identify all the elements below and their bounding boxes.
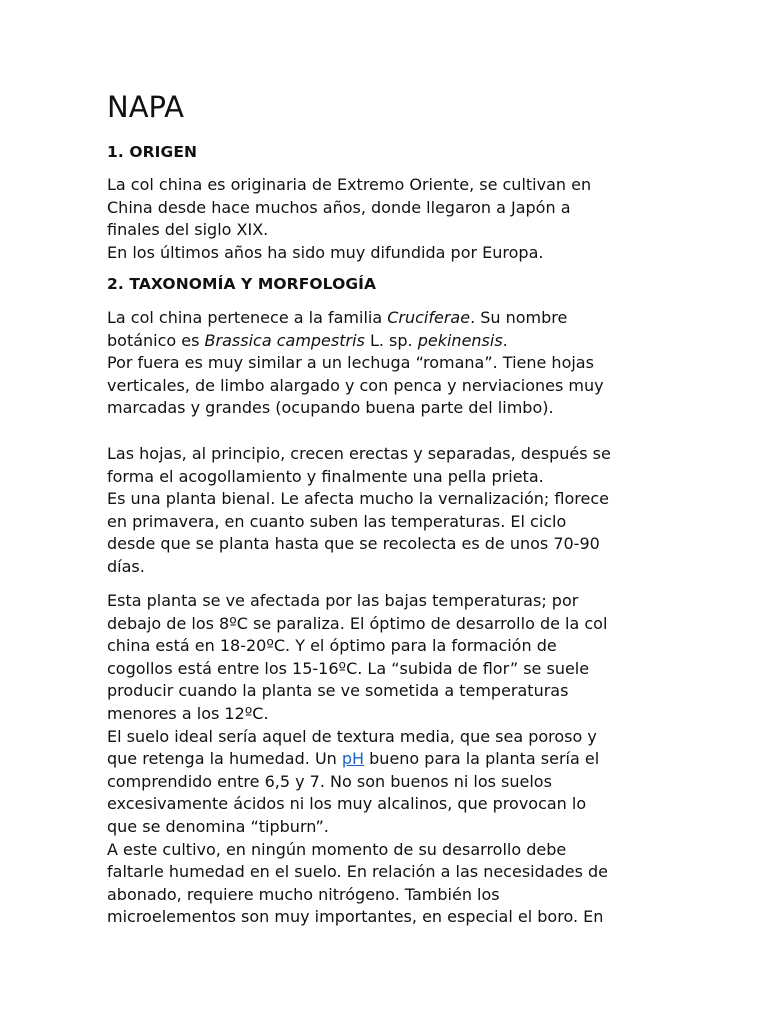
document-title: NAPA — [107, 90, 185, 124]
text-run: La col china pertenece a la familia — [107, 308, 388, 327]
variety-name: pekinensis — [417, 330, 503, 350]
text-line: Las hojas, al principio, crecen erectas y separadas, después se — [107, 444, 611, 463]
taxonomia-paragraph-1 — [107, 307, 604, 420]
text-run: . Su nombre — [470, 308, 568, 327]
origen-paragraph — [107, 174, 591, 264]
text-line: Es una planta bienal. Le afecta mucho la vernalización; florece — [107, 489, 609, 509]
species-name: Brassica campestris — [204, 330, 365, 350]
family-name: Cruciferae — [387, 308, 471, 327]
text-line: en primavera, en cuanto suben las temperaturas. El ciclo — [107, 511, 567, 531]
text-line: verticales, de limbo alargado y con penca y nerviaciones muy — [107, 375, 604, 395]
taxonomia-paragraph-2 — [107, 443, 611, 579]
text-run: botánico es — [107, 330, 205, 350]
text-line: marcadas y grandes (ocupando buena parte del limbo). — [107, 398, 554, 418]
text-line: forma el acogollamiento y finalmente una pella prieta. — [107, 466, 544, 486]
text-line: excesivamente ácidos ni los muy alcalinos, que provocan lo — [107, 794, 587, 814]
text-line — [107, 748, 608, 771]
text-line: faltarle humedad en el suelo. En relación a las necesidades de — [107, 862, 608, 882]
text-line: que se denomina “tipburn”. — [107, 816, 329, 836]
text-run: . — [502, 330, 508, 350]
text-line: microelementos son muy importantes, en especial el boro. En — [107, 907, 604, 927]
text-line: abonado, requiere mucho nitrógeno. También los — [107, 884, 500, 904]
text-line: debajo de los 8ºC se paraliza. El óptimo de desarrollo de la col — [107, 613, 608, 633]
text-line: En los últimos años ha sido muy difundida por Europa. — [107, 242, 544, 262]
text-line: desde que se planta hasta que se recolecta es de unos 70-90 — [107, 534, 600, 554]
text-line: A este cultivo, en ningún momento de su desarrollo debe — [107, 839, 567, 859]
text-line: El suelo ideal sería aquel de textura media, que sea poroso y — [107, 726, 597, 746]
text-line: La col china es originaria de Extremo Oriente, se cultivan en — [107, 175, 592, 194]
text-line: días. — [107, 556, 145, 576]
text-line: Por fuera es muy similar a un lechuga “romana”. Tiene hojas — [107, 353, 594, 373]
text-line: China desde hace muchos años, donde llegaron a Japón a — [107, 197, 571, 217]
text-line: china está en 18-20ºC. Y el óptimo para la formación de — [107, 636, 557, 656]
text-run: L. sp. — [364, 330, 418, 350]
ph-link[interactable]: pH — [341, 749, 365, 769]
text-line: finales del siglo XIX. — [107, 220, 269, 240]
text-line: producir cuando la planta se ve sometida a temperaturas — [107, 681, 569, 701]
text-run: bueno para la planta sería el — [364, 749, 600, 769]
text-run: que retenga la humedad. Un — [107, 749, 342, 769]
text-line: Esta planta se ve afectada por las bajas temperaturas; por — [107, 591, 579, 610]
text-line — [107, 330, 604, 353]
text-line: comprendido entre 6,5 y 7. No son buenos ni los suelos — [107, 771, 552, 791]
text-line: cogollos está entre los 15-16ºC. La “subida de flor” se suele — [107, 658, 590, 678]
section-heading-taxonomia: 2. TAXONOMÍA Y MORFOLOGÍA — [107, 275, 377, 293]
text-line — [107, 307, 604, 330]
text-line: menores a los 12ºC. — [107, 703, 269, 723]
taxonomia-paragraph-3 — [107, 590, 608, 929]
section-heading-origen: 1. ORIGEN — [107, 143, 198, 161]
